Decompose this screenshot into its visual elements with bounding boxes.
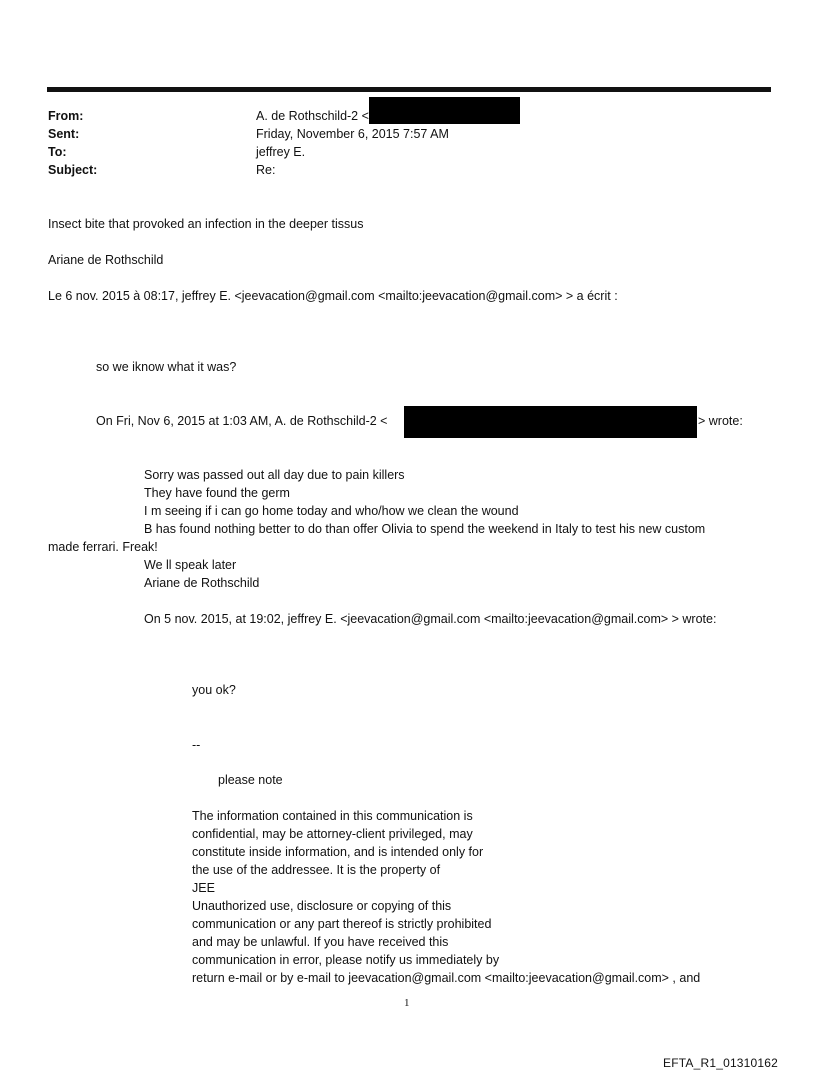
message-line: I m seeing if i can go home today and who/how we clean the wound [144, 504, 519, 518]
sent-value: Friday, November 6, 2015 7:57 AM [256, 127, 449, 141]
redaction-box [404, 406, 697, 438]
disclaimer-line: the use of the addressee. It is the property of [192, 863, 441, 877]
sent-label: Sent: [48, 127, 80, 141]
page-number: 1 [404, 997, 410, 1009]
quote-header-prefix: On Fri, Nov 6, 2015 at 1:03 AM, A. de Rothschild-2 < [96, 414, 388, 428]
disclaimer-line: communication or any part thereof is strictly prohibited [192, 917, 492, 931]
disclaimer-line: and may be unlawful. If you have received this [192, 935, 449, 949]
subject-value: Re: [256, 163, 276, 177]
disclaimer-line: communication in error, please notify us immediately by [192, 953, 500, 967]
quote-header-suffix: > wrote: [698, 414, 743, 428]
message-line: so we iknow what it was? [96, 360, 237, 374]
body-line: Insect bite that provoked an infection in the deeper tissus [48, 217, 364, 231]
bates-number: EFTA_R1_01310162 [663, 1056, 779, 1070]
from-value: A. de Rothschild-2 < [256, 109, 369, 123]
to-label: To: [48, 145, 67, 159]
message-line: B has found nothing better to do than offer Olivia to spend the weekend in Italy to test his new custom [144, 522, 706, 536]
signature: Ariane de Rothschild [144, 576, 260, 590]
message-line: Sorry was passed out all day due to pain killers [144, 468, 405, 482]
disclaimer-line: The information contained in this communication is [192, 809, 473, 823]
disclaimer-line: Unauthorized use, disclosure or copying of this [192, 899, 452, 913]
message-line: We ll speak later [144, 558, 237, 572]
disclaimer-line: confidential, may be attorney-client privileged, may [192, 827, 473, 841]
message-line: They have found the germ [144, 486, 290, 500]
quote-header: On 5 nov. 2015, at 19:02, jeffrey E. <jeevacation@gmail.com <mailto:jeevacation@gmail.com> > wrote: [144, 612, 717, 626]
disclaimer-line: JEE [192, 881, 215, 895]
note-heading: please note [218, 773, 283, 787]
header-rule [47, 87, 771, 92]
redaction-box [369, 97, 520, 124]
to-value: jeffrey E. [256, 145, 306, 159]
signature: Ariane de Rothschild [48, 253, 164, 267]
quote-header: Le 6 nov. 2015 à 08:17, jeffrey E. <jeevacation@gmail.com <mailto:jeevacation@gmail.com> > a écrit : [48, 289, 618, 303]
signature-separator: -- [192, 738, 201, 752]
from-label: From: [48, 109, 84, 123]
subject-label: Subject: [48, 163, 98, 177]
message-line: you ok? [192, 683, 236, 697]
message-line: made ferrari. Freak! [48, 540, 158, 554]
disclaimer-line: constitute inside information, and is intended only for [192, 845, 484, 859]
disclaimer-line: return e-mail or by e-mail to jeevacation@gmail.com <mailto:jeevacation@gmail.com> , and [192, 971, 701, 985]
